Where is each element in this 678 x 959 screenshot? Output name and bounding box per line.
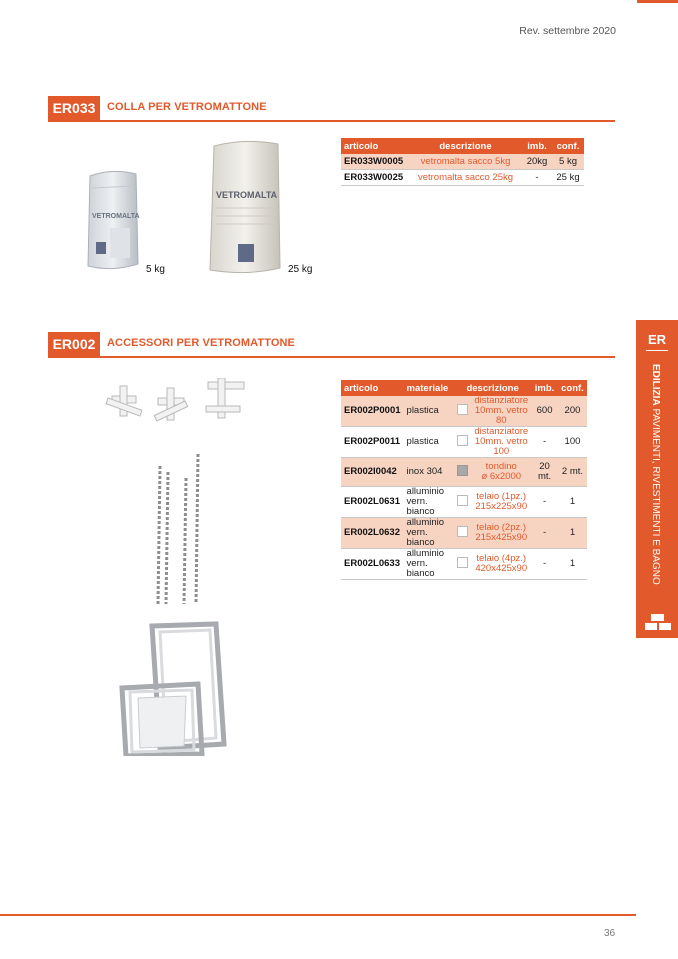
- page-number: 36: [604, 928, 616, 939]
- section-title: COLLA PER VETROMATTONE: [107, 101, 267, 113]
- cell-swatch: [454, 549, 471, 580]
- cell-imb: 20kg: [522, 154, 552, 170]
- cell-swatch: [454, 427, 471, 458]
- cell-imb: 20 mt.: [531, 458, 558, 487]
- cell-swatch: [454, 487, 471, 518]
- table-header-row: [341, 380, 587, 396]
- table-row: [341, 458, 587, 487]
- plastic-spacers-image: [98, 378, 248, 438]
- cell-swatch: [454, 518, 471, 549]
- table-row: [341, 518, 587, 549]
- aluminium-frames-image: [116, 618, 234, 756]
- cell-descrizione: distanziatore 10mm. vetro 100: [471, 427, 531, 458]
- chapter-title-bold: EDILIZIA: [650, 364, 661, 406]
- cell-conf: 5 kg: [552, 154, 584, 170]
- cell-swatch: [454, 458, 471, 487]
- section-code: ER002: [48, 332, 100, 356]
- cell-articolo: ER033W0025: [341, 170, 409, 186]
- table-row: [341, 487, 587, 518]
- cell-descrizione: vetromalta sacco 25kg: [409, 170, 522, 186]
- bag-brand-text: VETROMALTA: [216, 190, 278, 200]
- cell-articolo: ER002L0632: [341, 518, 404, 549]
- cell-articolo: ER002I0042: [341, 458, 404, 487]
- cell-conf: 2 mt.: [558, 458, 587, 487]
- image-label-25kg: 25 kg: [288, 264, 313, 275]
- cell-materiale: alluminio vern. bianco: [404, 549, 455, 580]
- cell-descrizione: telaio (1pz.) 215x225x90: [471, 487, 531, 518]
- table-row: [341, 154, 584, 170]
- cell-swatch: [454, 396, 471, 427]
- stainless-rods-image: [152, 452, 212, 608]
- cell-conf: 200: [558, 396, 587, 427]
- cell-materiale: plastica: [404, 396, 455, 427]
- col-header-imb: imb.: [522, 138, 552, 154]
- cell-articolo: ER002L0631: [341, 487, 404, 518]
- section-header-er033: [48, 96, 615, 122]
- cell-materiale: alluminio vern. bianco: [404, 518, 455, 549]
- table-row: [341, 170, 584, 186]
- cell-descrizione: vetromalta sacco 5kg: [409, 154, 522, 170]
- revision-date: Rev. settembre 2020: [519, 25, 616, 37]
- bricks-icon: [645, 614, 671, 630]
- cell-imb: -: [531, 518, 558, 549]
- col-header-conf: conf.: [552, 138, 584, 154]
- er033-product-table: [341, 138, 584, 186]
- chapter-code: ER: [647, 332, 667, 347]
- cell-materiale: plastica: [404, 427, 455, 458]
- cell-conf: 100: [558, 427, 587, 458]
- vetromalta-5kg-bag-image: [84, 168, 142, 272]
- cell-articolo: ER033W0005: [341, 154, 409, 170]
- material-swatch: [457, 435, 468, 446]
- material-swatch: [457, 465, 468, 476]
- table-row: [341, 427, 587, 458]
- bag-brand-text: VETROMALTA: [92, 213, 140, 220]
- chapter-title-rest: PAVIMENTI, RIVESTIMENTI E BAGNO: [650, 405, 661, 585]
- cell-descrizione: telaio (4pz.) 420x425x90: [471, 549, 531, 580]
- section-code: ER033: [48, 96, 100, 120]
- col-header-articolo: articolo: [341, 380, 404, 396]
- cell-conf: 1: [558, 549, 587, 580]
- cell-imb: -: [522, 170, 552, 186]
- cell-descrizione: telaio (2pz.) 215x425x90: [471, 518, 531, 549]
- cell-conf: 1: [558, 487, 587, 518]
- cell-imb: -: [531, 549, 558, 580]
- chapter-title: [649, 364, 663, 614]
- col-header-materiale: materiale: [404, 380, 455, 396]
- col-header-articolo: articolo: [341, 138, 409, 154]
- cell-conf: 25 kg: [552, 170, 584, 186]
- vetromalta-25kg-bag-image: [206, 138, 286, 276]
- col-header-imb: imb.: [531, 380, 558, 396]
- cell-articolo: ER002L0633: [341, 549, 404, 580]
- footer-line: [0, 914, 636, 916]
- table-row: [341, 549, 587, 580]
- cell-descrizione: tondino ø 6x2000: [471, 458, 531, 487]
- cell-descrizione: distanziatore 10mm. vetro 80: [471, 396, 531, 427]
- col-header-descrizione: descrizione: [409, 138, 522, 154]
- material-swatch: [457, 495, 468, 506]
- col-header-descrizione: descrizione: [454, 380, 531, 396]
- table-row: [341, 396, 587, 427]
- material-swatch: [457, 526, 468, 537]
- top-corner-tab: [637, 0, 678, 3]
- col-header-conf: conf.: [558, 380, 587, 396]
- cell-articolo: ER002P0001: [341, 396, 404, 427]
- section-title: ACCESSORI PER VETROMATTONE: [107, 337, 295, 349]
- material-swatch: [457, 557, 468, 568]
- chapter-side-tab[interactable]: [636, 320, 678, 638]
- cell-materiale: alluminio vern. bianco: [404, 487, 455, 518]
- cell-articolo: ER002P0011: [341, 427, 404, 458]
- cell-imb: 600: [531, 396, 558, 427]
- chapter-divider: [646, 350, 668, 351]
- material-swatch: [457, 404, 468, 415]
- section-header-er002: [48, 332, 615, 358]
- er002-product-table: [341, 380, 587, 580]
- cell-imb: -: [531, 487, 558, 518]
- table-header-row: [341, 138, 584, 154]
- image-label-5kg: 5 kg: [146, 264, 165, 275]
- cell-imb: -: [531, 427, 558, 458]
- cell-materiale: inox 304: [404, 458, 455, 487]
- cell-conf: 1: [558, 518, 587, 549]
